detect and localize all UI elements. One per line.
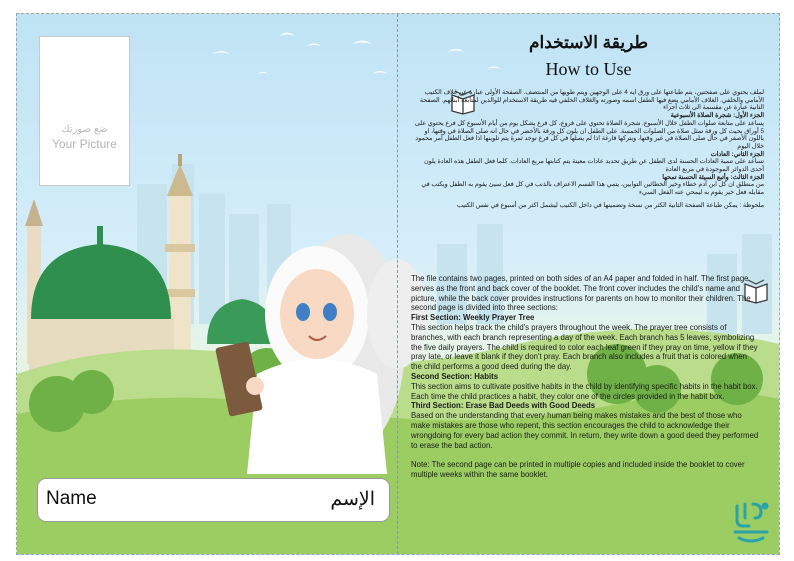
english-note: Note: The second page can be printed in multiple copies and included inside the booklet to cover multiple weeks within the same booklet. (411, 460, 745, 480)
instructions-title-ar: طريقة الاستخدام (528, 33, 649, 52)
front-cover (17, 14, 397, 554)
name-label-ar: الإسم (330, 489, 375, 510)
english-intro: The file contains two pages, printed on both sides of an A4 paper and folded in half. The first page serves as the front and back cover of the booklet. The front cover includes the child's name and picture, while the back cover provides instructions for parents on how to monitor their children. The second page is divided into three sections: (411, 274, 751, 313)
photo-placeholder-label-en: Your Picture (52, 137, 117, 151)
english-section2-body: This section aims to cultivate positive habits in the child by identifying specific habits in the habit box. Each time the child practices a habit, they color one of the circles provided in the habit box. (411, 381, 758, 401)
english-section1-heading: First Section: Weekly Prayer Tree (411, 313, 535, 323)
arabic-intro: لملف يحتوي على صفحتين، يتم طباعتها على ورق ايه 4 على الوجهين ويتم طويها من المنتصف. الصفحة الأولى عبارة عن غلاف الكتيب الأمامي والخلفي. الغلاف الأمامي يضع فيها الطفل اسمه وصورته والغلاف الخلفي فيه طريقة الاستخدام للوالدين لمتابعة أبنائهم. الصفحة الثانية عبارة عن مقسمة الى ثلاث أجزاء (419, 89, 764, 112)
name-field[interactable] (37, 478, 390, 522)
english-instructions (411, 274, 759, 480)
arabic-section1-body: يساعد على متابعة صلوات الطفل خلال الأسبوع. شجرة الصلاة تحتوي على فروع، كل فرع يشكل يوم من أيام الأسبوع كل فرع يحتوي على 5 أوراق بحيث كل ورقة تمثل صلاة من الصلوات الخمسة. على الطفل ان يلون كل ورقة بالأخضر في حال انه صلى الصلاة في وقتها، او باللون الأصفر في حال صلى الصلاة في غير وقتها، ويتركها فارغة اذا لم يصلها في كل فرع توجد ثمرة يتم تلوينها اذا فعل الطفل أمر محمود خلال اليوم (414, 119, 764, 150)
english-section3-heading: Third Section: Erase Bad Deeds with Good Deeds (411, 401, 596, 411)
photo-placeholder[interactable] (39, 36, 130, 186)
instructions-title-en: How to Use (545, 59, 632, 79)
english-section1-body: This section helps track the child's prayers throughout the week. The prayer tree consists of branches, with each branch representing a day of the week. Each branch has 5 leaves, symbolizing the five daily prayers. The child is required to color each leaf green if they pray on time, yellow if they pray late, or leave it blank if they don't pray. Each branch also includes a fruit that is colored when the child performs a good deed during the day. (411, 322, 758, 372)
photo-placeholder-label-ar: ضع صورتك (61, 124, 108, 135)
arabic-section3-body: من منطلق ان كل ابن آدم خطاء وخير الخطائين التوابين، يتمي هذا القسم الاعتراف بالذنب في كل فعل سيئ يقوم به الطفل ويكتب في مقابله فعل خير يقوم به ليمحي عنه الفعل السيء (421, 181, 764, 197)
name-label-en: Name (46, 488, 97, 509)
arabic-section3-heading: الجزء الثالث: وأتبع السيئة الحسنة تمحها (662, 173, 764, 181)
arabic-section1-heading: الجزء الأول: شجرة الصلاة الأسبوعية (670, 112, 764, 120)
fold-line (397, 14, 398, 554)
arabic-note: ملحوظة : يمكن طباعة الصفحة الثانية الكثر من نسخة وتضمينها في داخل الكتيب ليشمل اكثر من أسبوع في نفس الكتيب (456, 201, 764, 209)
arabic-instructions (412, 89, 764, 210)
arabic-section2-body: تساعد على تنمية العادات الحسنة لدى الطفل عن طريق تحديد عادات معينة يتم كتابتها مربع العادات. كلما فعل الطفل هذه العادة يلون أحدى الدوائر الموجودة في مربع العادة (424, 158, 764, 174)
publisher-logo-icon (731, 498, 771, 546)
english-section3-body: Based on the understanding that every human being makes mistakes and the best of those who make mistakes are those who repent, this section encourages the child to acknowledge their wrongdoing for every bad action they commit. In return, they write down a good deed they performed to erase the bad action. (411, 411, 759, 450)
back-cover-instructions (398, 14, 779, 554)
arabic-section2-heading: الجزء الثاني: العادات (710, 150, 764, 158)
english-section2-heading: Second Section: Habits (411, 371, 499, 381)
booklet-sheet (16, 13, 780, 555)
